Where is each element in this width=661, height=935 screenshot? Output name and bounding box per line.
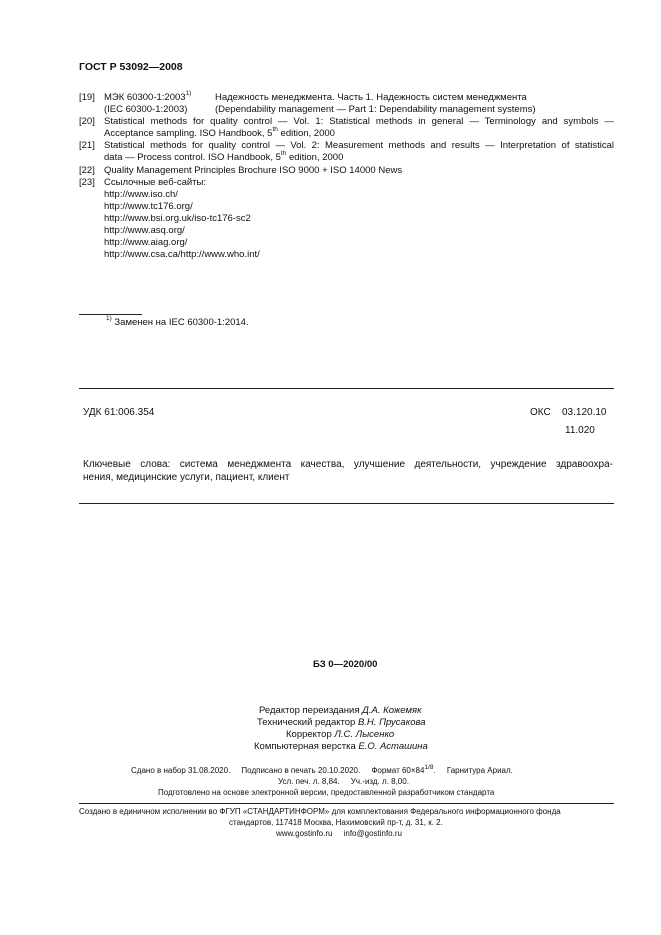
entry-text-line2: Acceptance sampling. ISO Handbook, 5th edition, 2000	[104, 126, 335, 139]
imprint-source: Подготовлено на основе электронной версии, предоставленной разработчиком стандарта	[158, 788, 495, 797]
footnote-mark: 1)	[106, 315, 112, 322]
bz-code: БЗ 0—2020/00	[313, 659, 378, 670]
entry-text-line1: Statistical methods for quality control — Vol. 2: Measurement methods and results — Interpretation of statistical	[104, 140, 614, 151]
entry-number: [22]	[79, 165, 95, 176]
imprint-dates: Сдано в набор 31.08.2020. Подписано в печать 20.10.2020. Формат $60\times 84^{1/8}$. Гарнитура Ариал.	[131, 764, 513, 775]
entry-number: [19]	[79, 92, 95, 103]
entry-number: [21]	[79, 140, 95, 151]
entry-text-line2: data — Process control. ISO Handbook, 5th edition, 2000	[104, 150, 344, 163]
credit-line: Редактор переиздания Д.А. Кожемяк	[259, 705, 422, 716]
publisher-line2: стандартов, 117418 Москва, Нахимовский пр-т, д. 31, к. 2.	[229, 818, 443, 827]
oks-code-1: 03.120.10	[562, 407, 607, 418]
publisher-website[interactable]: www.gostinfo.ru	[276, 829, 333, 838]
entry-title: Надежность менеджмента. Часть 1. Надежность систем менеджмента	[215, 92, 527, 103]
web-link[interactable]: http://www.bsi.org.uk/iso-tc176-sc2	[104, 213, 251, 224]
credit-line: Корректор Л.С. Лысенко	[286, 729, 395, 740]
footnote-text: Заменен на IEC 60300-1:2014.	[114, 317, 249, 328]
entry-code: МЭК 60300-1:2003$^{1)}$	[104, 90, 192, 103]
divider-publisher	[79, 803, 614, 804]
keywords-line2: нения, медицинские услуги, пациент, клиент	[83, 472, 290, 483]
credit-line: Компьютерная верстка Е.О. Асташина	[254, 741, 428, 752]
web-link[interactable]: http://www.aiag.org/	[104, 237, 188, 248]
imprint-sheets: Усл. печ. л. 8,84. Уч.-изд. л. 8,00.	[278, 777, 409, 786]
entry-number: [23]	[79, 177, 95, 188]
publisher-contacts	[276, 829, 402, 838]
web-link[interactable]: http://www.csa.ca/http://www.who.int/	[104, 249, 260, 260]
publisher-line1: Создано в единичном исполнении во ФГУП «СТАНДАРТИНФОРМ» для комплектования Федерального информационного фонда	[79, 807, 561, 816]
entry-text: Quality Management Principles Brochure ISO 9000 + ISO 14000 News	[104, 165, 403, 176]
divider-top	[79, 388, 614, 389]
entry-number: [20]	[79, 116, 95, 127]
web-link[interactable]: http://www.iso.ch/	[104, 189, 178, 200]
divider-bottom	[79, 503, 614, 504]
footnote	[106, 317, 249, 328]
page-header-title: ГОСТ Р 53092—2008	[79, 61, 183, 73]
web-link[interactable]: http://www.tc176.org/	[104, 201, 193, 212]
credit-line: Технический редактор В.Н. Прусакова	[257, 717, 426, 728]
entry-title-en: (Dependability management — Part 1: Dependability management systems)	[215, 104, 536, 115]
entry-text: Ссылочные веб-сайты:	[104, 177, 206, 188]
publisher-email[interactable]: info@gostinfo.ru	[343, 829, 402, 838]
keywords-line1: Ключевые слова: система менеджмента качества, улучшение деятельности, учреждение здравоохра-	[83, 459, 613, 470]
oks-label: ОКС	[530, 407, 551, 418]
udk-code: УДК 61:006.354	[83, 407, 155, 418]
web-link[interactable]: http://www.asq.org/	[104, 225, 185, 236]
oks-code-2: 11.020	[565, 425, 595, 436]
entry-code-en: (IEC 60300-1:2003)	[104, 104, 188, 115]
entry-text-line1: Statistical methods for quality control — Vol. 1: Statistical methods in general — Terminology and symbols —	[104, 116, 614, 127]
